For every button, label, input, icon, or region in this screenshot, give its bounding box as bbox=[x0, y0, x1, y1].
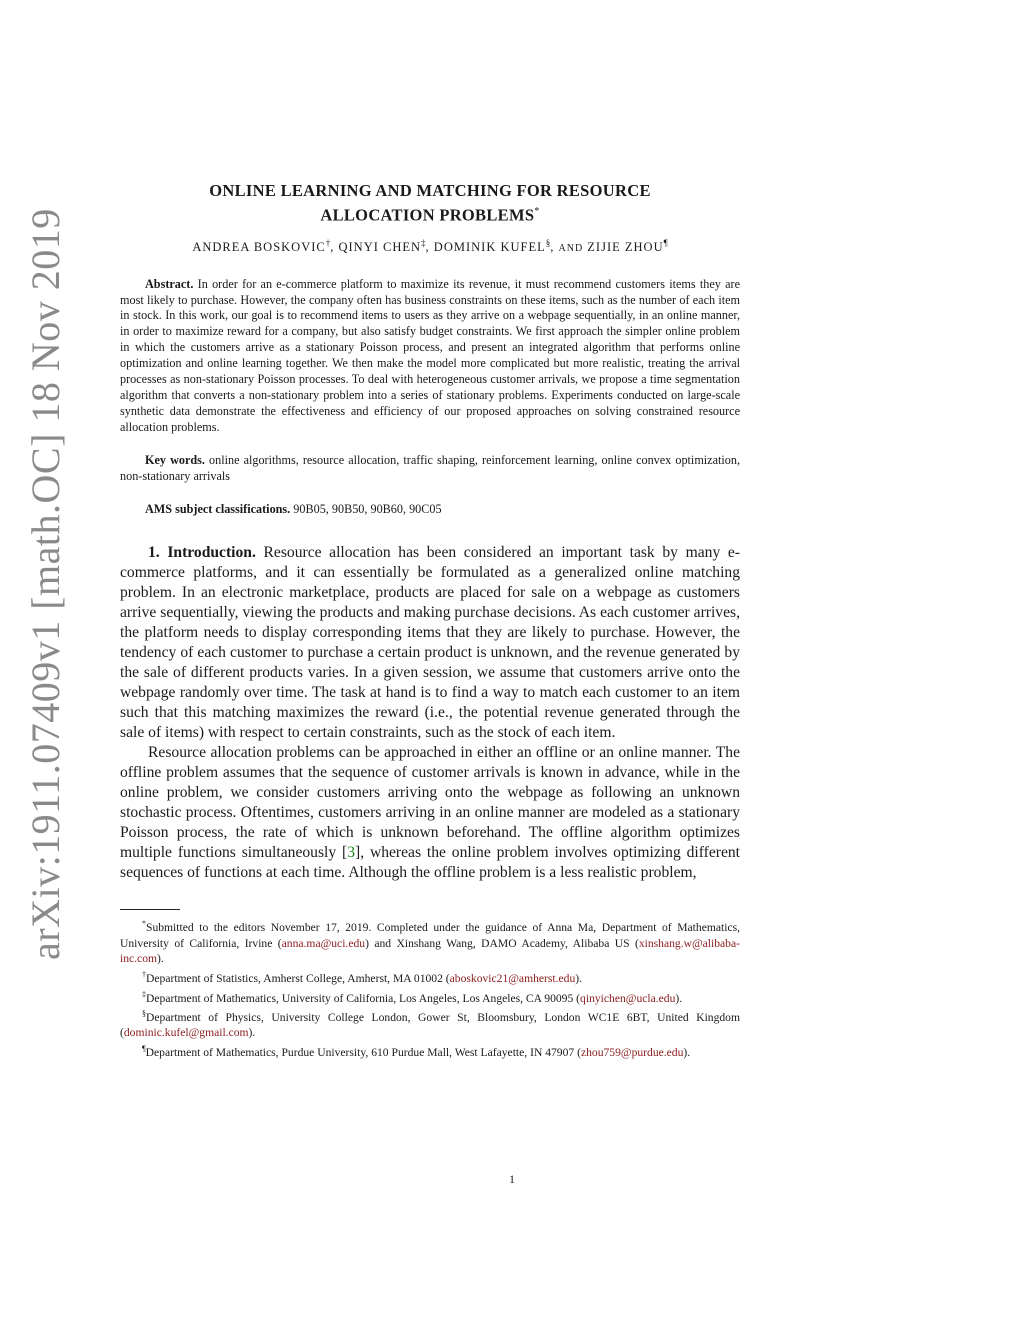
page-content bbox=[120, 180, 740, 1060]
footnote bbox=[120, 916, 740, 967]
footnote-mark: ¶ bbox=[142, 1044, 146, 1054]
abstract-label: Abstract. bbox=[145, 276, 194, 291]
author-mark: § bbox=[545, 237, 551, 248]
email-link[interactable]: anna.ma@uci.edu bbox=[281, 936, 366, 950]
footnote-mark: † bbox=[142, 970, 146, 980]
footnote-text: Department of Mathematics, Purdue University, 610 Purdue Mall, West Lafayette, IN 47907 ( bbox=[145, 1045, 581, 1059]
abstract-text: In order for an e-commerce platform to maximize its revenue, it must recommend customers items they are most likely to purchase. However, the company often has business constraints on these items, such as the number of each item in stock. In this work, our goal is to recommend items to users as they arrive on a webpage sequentially, in an online manner, in order to maximize reward for a company, but also satisfy budget constraints. We first approach the simpler online problem in which the customers arrive as a stationary Poisson process, and present an integrated algorithm that performs online optimization and online learning together. We then make the model more complicated but more realistic, treating the arrival processes as non-stationary Poisson processes. To deal with heterogeneous customer arrivals, we propose a time segmentation algorithm that converts a non-stationary problem into a series of stationary problems. Experiments conducted on large-scale synthetic data demonstrate the effectiveness and efficiency of our proposed approaches on solving constrained resource allocation problems. bbox=[120, 276, 740, 434]
footnote-divider bbox=[120, 909, 180, 910]
footnote-text: ). bbox=[683, 1045, 691, 1059]
footnote-text: Department of Statistics, Amherst College, Amherst, MA 01002 ( bbox=[146, 971, 450, 985]
footnote bbox=[120, 987, 740, 1006]
paragraph-text: Resource allocation has been considered an important task by many e-commerce platforms, and it can essentially be formulated as a generalized online matching problem. In an electronic marketplace, products are placed for sale on a webpage as customers arrive sequentially, viewing the products and making purchase decisions. As each customer arrives, the platform needs to display corresponding items that they are likely to purchase. However, the tendency of each customer to purchase a certain product is unknown, and the revenue generated by the sale of different products varies. In a given session, we assume that customers arrive onto the webpage randomly over time. The task at hand is to find a way to match each customer to an item such that this matching maximizes the reward (i.e., the potential revenue generated through the sale of items) with respect to certain constraints, such as the stock of each item. bbox=[120, 544, 741, 742]
footnote-text: ). bbox=[157, 952, 164, 966]
author-list: ANDREA BOSKOVIC†, QINYI CHEN‡, DOMINIK KUFEL§, AND ZIJIE ZHOU¶ bbox=[192, 237, 668, 254]
section-heading: 1. Introduction. bbox=[148, 544, 256, 562]
keywords-label: Key words. bbox=[145, 452, 205, 467]
footnote bbox=[120, 1041, 740, 1060]
footnote-mark: ‡ bbox=[142, 989, 146, 999]
email-link[interactable]: zhou759@purdue.edu bbox=[580, 1045, 684, 1059]
paragraph-text: ], whereas the online problem involves optimizing different sequences of functions at each time. Although the offline problem is a less realistic problem, bbox=[120, 844, 740, 882]
footnote-text: ) and Xinshang Wang, DAMO Academy, Alibaba US ( bbox=[365, 936, 639, 950]
ams-classifications bbox=[120, 502, 740, 518]
author-mark: ‡ bbox=[421, 237, 426, 248]
author-name: DOMINIK KUFEL bbox=[433, 239, 546, 254]
introduction-paragraph-1 bbox=[120, 543, 740, 743]
title-line-1: ONLINE LEARNING AND MATCHING FOR RESOURCE bbox=[209, 181, 651, 200]
footnote-text: ). bbox=[248, 1026, 256, 1040]
author-name: QINYI CHEN bbox=[338, 239, 422, 254]
footnote-text: ). bbox=[675, 991, 683, 1005]
author-mark: † bbox=[325, 237, 331, 248]
citation-link[interactable]: 3 bbox=[347, 844, 355, 862]
footnote-text: ). bbox=[575, 971, 583, 985]
author-name: ZIJIE ZHOU bbox=[587, 239, 664, 254]
paper-title bbox=[120, 180, 740, 226]
footnote bbox=[120, 1006, 740, 1041]
footnote-text: Department of Physics, University College London, Gower St, Bloomsbury, London WC1E 6BT, United Kingdom ( bbox=[120, 1010, 740, 1040]
footnote bbox=[120, 967, 740, 986]
footnote-text: Department of Mathematics, University of California, Los Angeles, Los Angeles, CA 90095 ( bbox=[146, 991, 581, 1005]
title-footnote-mark: * bbox=[534, 206, 540, 217]
paragraph-text: Resource allocation problems can be approached in either an offline or an online manner. The offline problem assumes that the sequence of customer arrivals is known in advance, while in the online problem, we consider customers arriving onto the webpage as following an unknown stochastic process. Oftentimes, customers arriving in an online manner are modeled as a stationary Poisson process, the rate of which is unknown beforehand. The offline algorithm optimizes multiple functions simultaneously [ bbox=[120, 744, 740, 862]
email-link[interactable]: xinshang.w@alibaba-inc.com bbox=[120, 936, 740, 966]
footnote-mark: * bbox=[142, 919, 146, 929]
keywords bbox=[120, 453, 740, 485]
author-mark: ¶ bbox=[663, 237, 668, 248]
author-name: ANDREA BOSKOVIC bbox=[192, 239, 326, 254]
email-link[interactable]: qinyichen@ucla.edu bbox=[580, 991, 676, 1005]
email-link[interactable]: aboskovic21@amherst.edu bbox=[449, 971, 576, 985]
abstract bbox=[120, 277, 740, 436]
footnote-text: Submitted to the editors November 17, 2019. Completed under the guidance of Anna Ma, Department of Mathematics, University of California, Irvine ( bbox=[120, 921, 740, 950]
page-number: 1 bbox=[509, 1172, 515, 1186]
and-word: AND bbox=[558, 242, 584, 254]
email-link[interactable]: dominic.kufel@gmail.com bbox=[123, 1026, 249, 1040]
arxiv-identifier-stamp: arXiv:1911.07409v1 [math.OC] 18 Nov 2019 bbox=[23, 208, 68, 960]
title-line-2: ALLOCATION PROBLEMS bbox=[320, 205, 535, 225]
ams-label: AMS subject classifications. bbox=[145, 501, 291, 516]
ams-text: 90B05, 90B50, 90B60, 90C05 bbox=[293, 501, 442, 516]
introduction-paragraph-2 bbox=[120, 743, 740, 883]
footnote-mark: § bbox=[142, 1008, 146, 1018]
keywords-text: online algorithms, resource allocation, traffic shaping, reinforcement learning, online convex optimization, non-stationary arrivals bbox=[120, 452, 741, 483]
